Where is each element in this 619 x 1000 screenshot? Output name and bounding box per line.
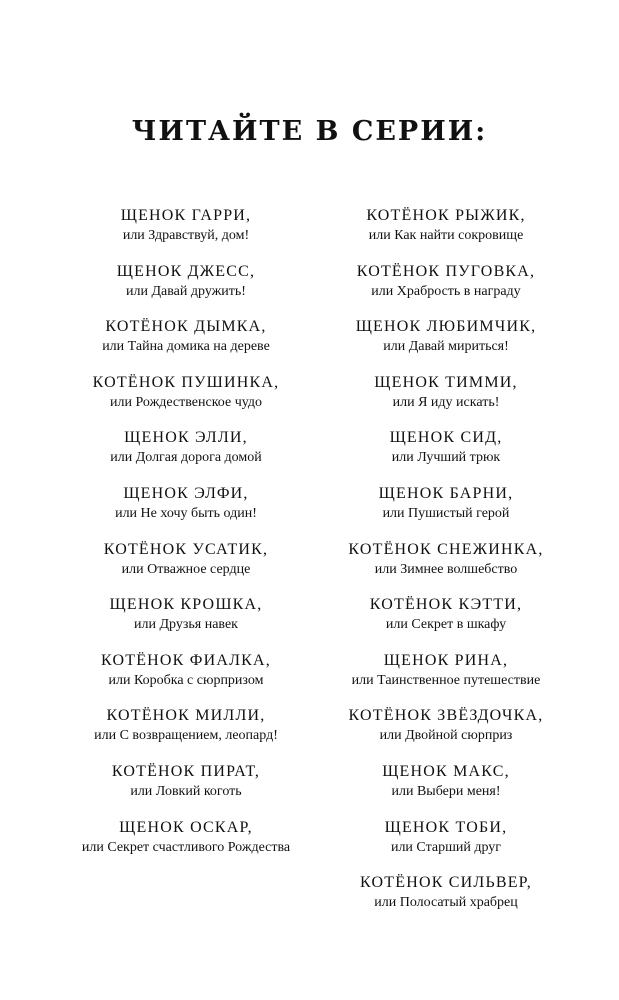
book-title: ЩЕНОК МАКС, — [382, 762, 510, 780]
book-subtitle: или Полосатый храбрец — [374, 895, 518, 911]
book-subtitle: или Пушистый герой — [382, 505, 510, 521]
book-title: КОТЁНОК ФИАЛКА, — [101, 651, 271, 669]
book-list-left — [46, 206, 326, 873]
book-title: ЩЕНОК ДЖЕСС, — [116, 262, 256, 280]
book-title: ЩЕНОК ГАРРИ, — [120, 207, 252, 224]
book-subtitle: или Тайна домика на дереве — [102, 339, 270, 355]
book-entry — [306, 706, 586, 762]
book-entry — [46, 484, 326, 540]
book-title: КОТЁНОК КЭТТИ, — [369, 596, 523, 614]
book-title: КОТЁНОК ПУШИНКА, — [92, 373, 280, 391]
book-title: КОТЁНОК ПУГОВКА, — [356, 262, 536, 280]
book-title: ЩЕНОК ТИММИ, — [374, 373, 518, 391]
book-entry — [46, 540, 326, 596]
book-subtitle: или Таинственное путешествие — [351, 672, 541, 688]
book-subtitle: или Коробка с сюрпризом — [108, 672, 264, 688]
book-entry — [46, 762, 326, 818]
book-entry — [306, 873, 586, 929]
book-subtitle: или Двойной сюрприз — [379, 728, 513, 744]
book-title: ЩЕНОК КРОШКА, — [109, 596, 263, 614]
book-title: ЩЕНОК СИД, — [389, 429, 503, 447]
book-title: ЩЕНОК ТОБИ, — [384, 818, 508, 836]
book-entry — [46, 818, 326, 874]
book-subtitle: или Рождественское чудо — [110, 394, 262, 410]
page-heading: ЧИТАЙТЕ В СЕРИИ: — [131, 116, 488, 147]
book-title: КОТЁНОК УСАТИК, — [103, 540, 269, 558]
book-list-right — [306, 206, 586, 929]
book-title: ЩЕНОК РИНА, — [383, 651, 509, 669]
book-title: ЩЕНОК ОСКАР, — [119, 818, 253, 836]
book-entry — [306, 262, 586, 318]
book-subtitle: или Секрет счастливого Рождества — [81, 839, 291, 855]
book-title: КОТЁНОК МИЛЛИ, — [106, 707, 266, 725]
book-title: ЩЕНОК ЭЛЛИ, — [124, 429, 248, 447]
book-entry — [306, 373, 586, 429]
book-entry — [46, 651, 326, 707]
book-subtitle: или Секрет в шкафу — [385, 617, 507, 633]
book-entry — [306, 651, 586, 707]
book-title: КОТЁНОК РЫЖИК, — [366, 207, 526, 224]
book-title: ЩЕНОК БАРНИ, — [378, 484, 514, 502]
book-title: КОТЁНОК СНЕЖИНКА, — [348, 540, 544, 558]
book-entry — [306, 762, 586, 818]
book-subtitle: или Зимнее волшебство — [374, 561, 518, 577]
book-entry — [306, 206, 586, 262]
book-subtitle: или Старший друг — [390, 839, 502, 855]
book-title: КОТЁНОК ПИРАТ, — [111, 762, 261, 780]
book-title: КОТЁНОК СИЛЬВЕР, — [360, 874, 532, 892]
book-entry — [306, 818, 586, 874]
book-subtitle: или Выбери меня! — [391, 783, 501, 799]
book-subtitle: или Давай дружить! — [126, 283, 246, 299]
book-entry — [46, 595, 326, 651]
book-subtitle: или Я иду искать! — [392, 394, 500, 410]
book-title: ЩЕНОК ЭЛФИ, — [123, 484, 249, 502]
book-subtitle: или Не хочу быть один! — [115, 505, 257, 521]
book-entry — [46, 206, 326, 262]
book-subtitle: или Давай мириться! — [383, 339, 509, 355]
book-subtitle: или Здравствуй, дом! — [122, 228, 250, 243]
book-entry — [306, 484, 586, 540]
book-entry — [306, 428, 586, 484]
book-entry — [46, 317, 326, 373]
book-entry — [306, 317, 586, 373]
book-entry — [46, 373, 326, 429]
book-entry — [46, 428, 326, 484]
book-entry — [46, 262, 326, 318]
book-title: КОТЁНОК ДЫМКА, — [105, 318, 267, 336]
book-subtitle: или Как найти сокровище — [368, 228, 524, 243]
book-title: КОТЁНОК ЗВЁЗДОЧКА, — [348, 707, 544, 725]
book-subtitle: или Ловкий коготь — [130, 783, 242, 799]
book-subtitle: или Отважное сердце — [121, 561, 251, 577]
book-entry — [46, 706, 326, 762]
book-subtitle: или С возвращением, леопард! — [94, 728, 278, 744]
book-subtitle: или Друзья навек — [134, 617, 238, 633]
book-subtitle: или Долгая дорога домой — [110, 450, 262, 466]
book-entry — [306, 540, 586, 596]
book-subtitle: или Лучший трюк — [391, 450, 501, 466]
book-entry — [306, 595, 586, 651]
book-subtitle: или Храбрость в награду — [371, 283, 521, 299]
book-title: ЩЕНОК ЛЮБИМЧИК, — [355, 318, 537, 336]
